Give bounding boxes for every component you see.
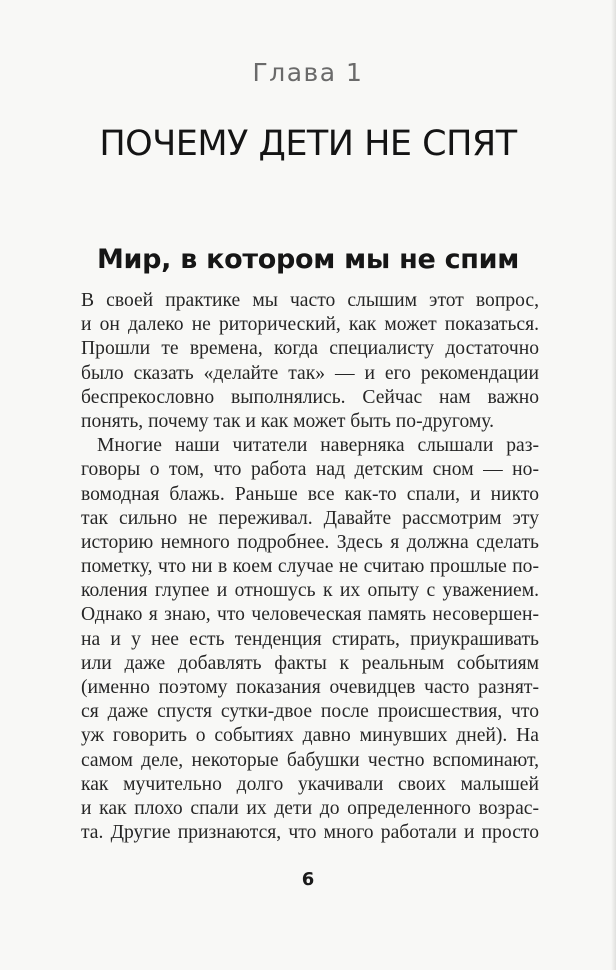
text-line: или даже добавлять факты к реальным событиям bbox=[81, 652, 539, 674]
text-line: Многие наши читатели наверняка слышали раз- bbox=[97, 435, 539, 457]
text-line: так сильно не переживал. Давайте рассмотрим эту bbox=[81, 507, 539, 529]
text-line: беспрекословно выполнялись. Сейчас нам важно bbox=[81, 386, 539, 408]
text-line: коления глупее и отношусь к их опыту с уважением. bbox=[81, 580, 539, 602]
text-line: понять, почему так и как может быть по-другому. bbox=[81, 410, 495, 432]
page-number: 6 bbox=[301, 869, 315, 890]
section-heading: Мир, в котором мы не спим bbox=[96, 244, 520, 275]
text-line: на и у нее есть тенденция стирать, приукрашивать bbox=[81, 628, 539, 650]
page-edge-shadow bbox=[611, 0, 616, 970]
chapter-title: ПОЧЕМУ ДЕТИ НЕ СПЯТ bbox=[99, 124, 517, 164]
text-line: и как плохо спали их дети до определенного возрас- bbox=[81, 797, 539, 819]
text-line: и он далеко не риторический, как может показаться. bbox=[81, 314, 539, 336]
text-line: Прошли те времена, когда специалисту достаточно bbox=[81, 338, 539, 360]
text-line: как мучительно долго укачивали своих малышей bbox=[81, 773, 539, 795]
text-line: историю немного подробнее. Здесь я должна сделать bbox=[81, 531, 539, 553]
text-line: было сказать «делайте так» — и его рекомендации bbox=[81, 362, 539, 384]
body-text bbox=[81, 289, 539, 845]
text-line: ся даже спустя сутки-двое после происшествия, что bbox=[81, 701, 539, 723]
text-line: самом деле, некоторые бабушки честно вспоминают, bbox=[81, 749, 539, 771]
text-line: вомодная блажь. Раньше все как-то спали, и никто bbox=[81, 483, 539, 505]
chapter-label: Глава 1 bbox=[252, 58, 364, 87]
text-line: уж говорить о событиях давно минувших дней). На bbox=[81, 725, 539, 747]
text-line: В своей практике мы часто слышим этот вопрос, bbox=[81, 290, 539, 311]
text-line: говоры о том, что работа над детским сном — но- bbox=[81, 459, 539, 481]
paragraph-2 bbox=[81, 434, 539, 845]
text-line: та. Другие признаются, что много работали и просто bbox=[81, 822, 539, 844]
text-line: пометку, что ни в коем случае не считаю прошлые по- bbox=[81, 556, 539, 578]
text-line: Однако я знаю, что человеческая память несовершен- bbox=[81, 604, 539, 626]
text-line: (именно поэтому показания очевидцев часто разнят- bbox=[81, 677, 539, 698]
paragraph-1 bbox=[81, 289, 539, 434]
